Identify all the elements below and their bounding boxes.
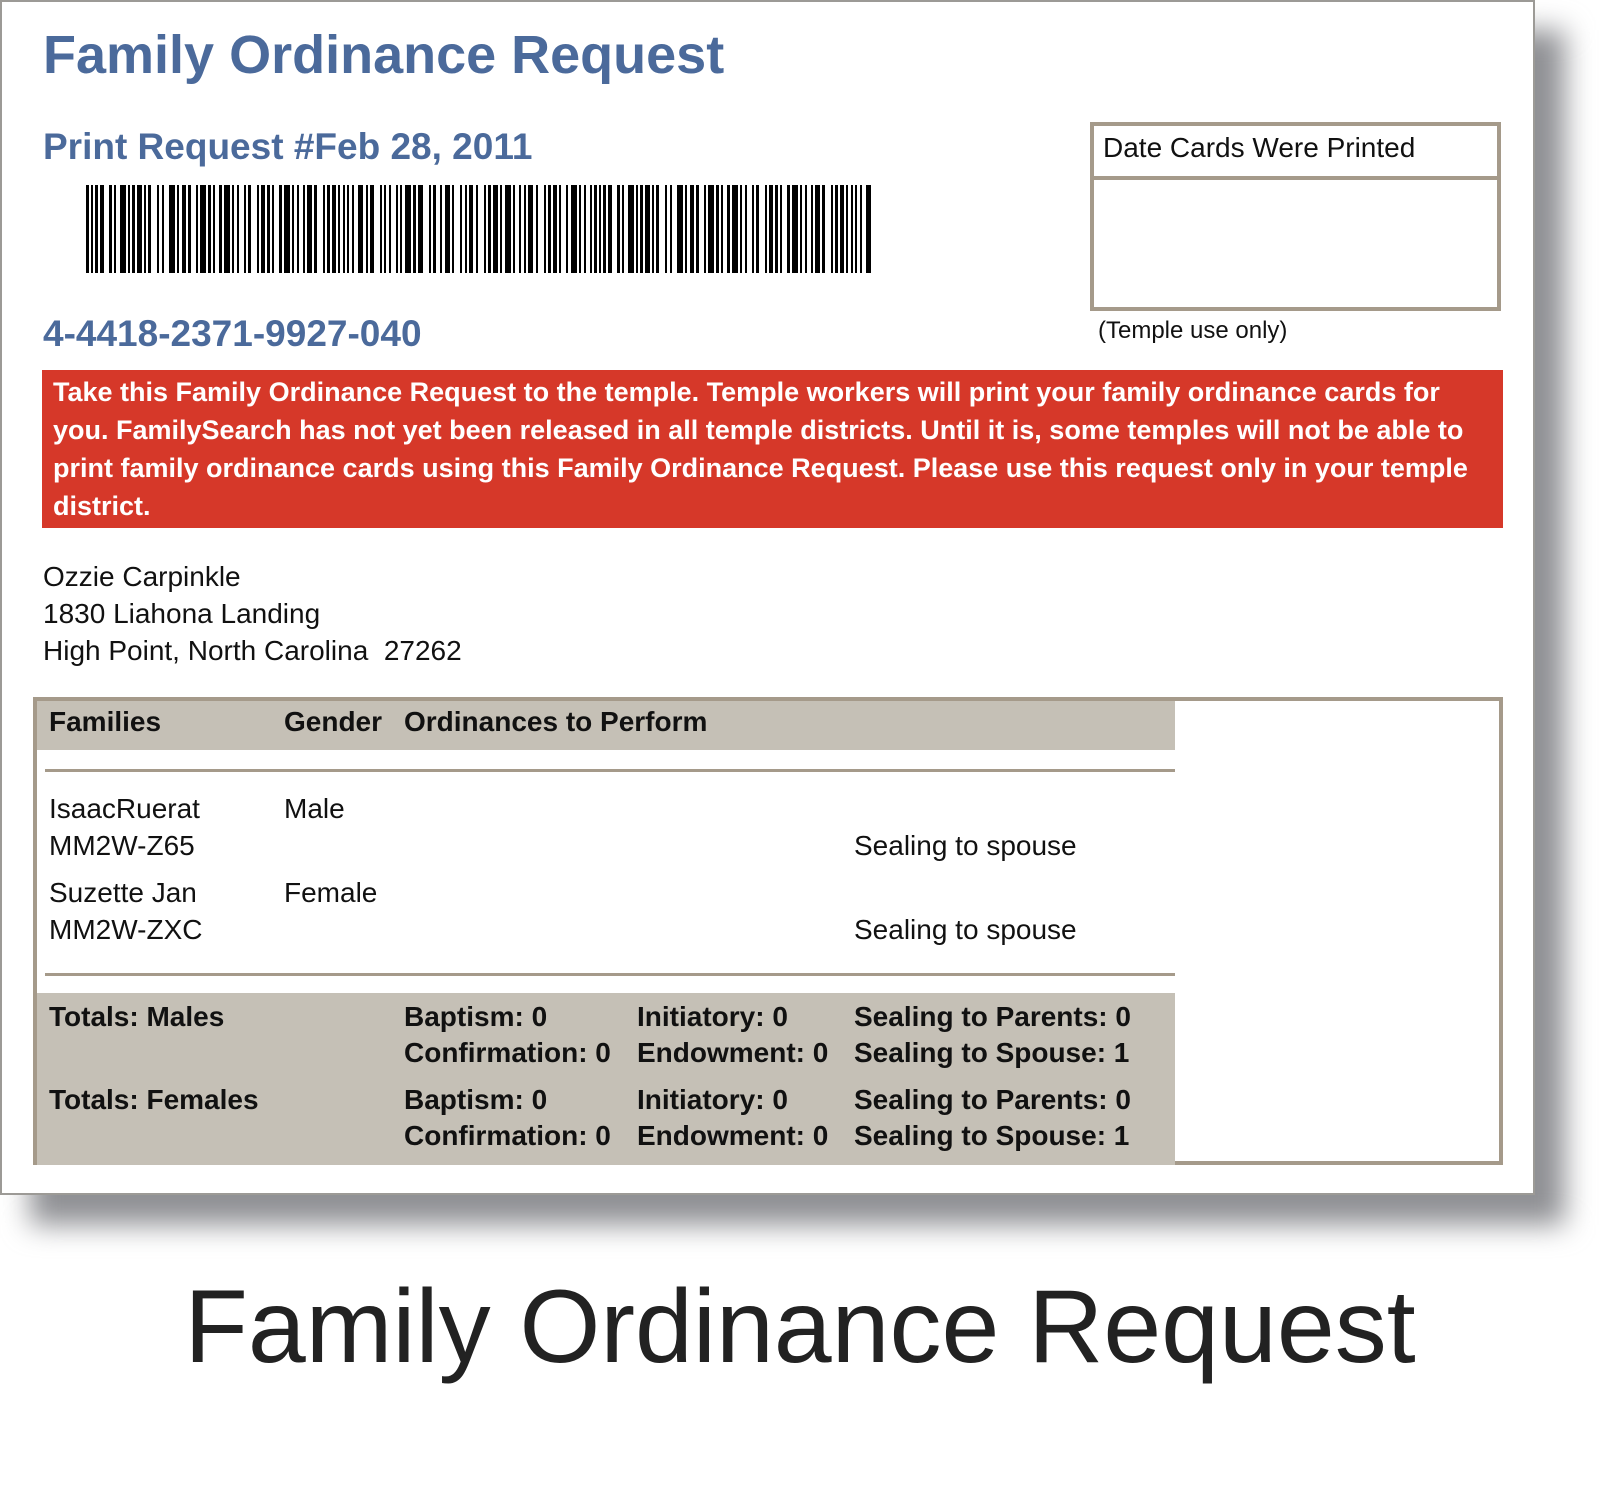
totals-initiatory: Initiatory: 0 [637,1084,788,1115]
caption: Family Ordinance Request [184,1269,1416,1385]
totals-label: Totals: Males [49,1001,225,1032]
totals-sealing-parents: Sealing to Parents: 0 [854,1001,1131,1032]
totals-confirmation: Confirmation: 0 [404,1037,611,1068]
person-ordinance: Sealing to spouse [854,914,1077,945]
person-ordinance: Sealing to spouse [854,830,1077,861]
header-families: Families [49,706,162,737]
person-gender: Female [284,877,378,908]
header-gender: Gender [284,706,383,737]
date-cards-printed-box [1090,122,1501,311]
document-title: Family Ordinance Request [43,25,725,85]
totals-sealing-parents: Sealing to Parents: 0 [854,1084,1131,1115]
person-id: MM2W-ZXC [49,914,203,945]
request-number: 4-4418-2371-9927-040 [43,313,422,354]
totals-endowment: Endowment: 0 [637,1120,829,1151]
totals-endowment: Endowment: 0 [637,1037,829,1068]
date-cards-printed-label: Date Cards Were Printed [1094,126,1497,180]
totals-label: Totals: Females [49,1084,259,1115]
temple-use-note: (Temple use only) [1098,317,1288,344]
header-rule [45,769,1175,772]
totals-initiatory: Initiatory: 0 [637,1001,788,1032]
person-gender: Male [284,793,345,824]
print-request-date: Print Request #Feb 28, 2011 [43,126,533,167]
notice-banner: Take this Family Ordinance Request to the temple. Temple workers will print your family ordinance cards for you. FamilySearch has not yet been released in all temple districts. Until it is, some temples will not be able to print family ordinance cards using this Family Ordinance Request. Please use this request only in your temple district. [42,370,1503,528]
totals-rule [45,973,1175,976]
mailing-address [43,558,462,669]
address-city-line: High Point, North Carolina 27262 [43,635,462,666]
totals-sealing-spouse: Sealing to Spouse: 1 [854,1037,1130,1068]
address-street: 1830 Liahona Landing [43,598,321,629]
totals-baptism: Baptism: 0 [404,1084,548,1115]
header-ordinances: Ordinances to Perform [404,706,708,737]
totals-sealing-spouse: Sealing to Spouse: 1 [854,1120,1130,1151]
families-table [33,697,1503,1165]
totals-confirmation: Confirmation: 0 [404,1120,611,1151]
address-name: Ozzie Carpinkle [43,561,241,592]
totals-baptism: Baptism: 0 [404,1001,548,1032]
barcode [86,185,872,273]
person-id: MM2W-Z65 [49,830,195,861]
person-name: IsaacRuerat [49,793,200,824]
person-name: Suzette Jan [49,877,197,908]
